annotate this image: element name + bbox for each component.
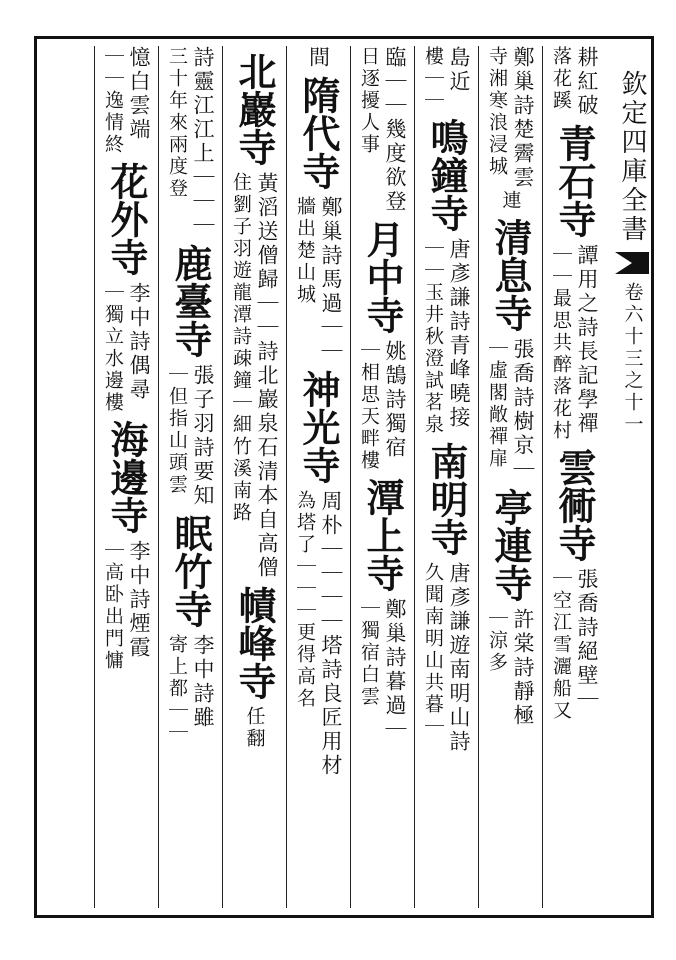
temple-heading: 鹿臺寺	[168, 244, 213, 358]
temple-heading: 清息寺	[488, 218, 533, 332]
annotation-pair	[103, 282, 149, 414]
temple-heading: 亭連寺	[488, 488, 533, 602]
temple-heading: 神光寺	[296, 370, 341, 484]
annotation-text: 憶白雲端	[127, 46, 151, 142]
annotation-text: ｜涼多	[486, 608, 508, 674]
temple-heading: 隋代寺	[296, 76, 341, 190]
text-column	[478, 46, 542, 908]
annotation-text: 臨｜｜幾度欲登	[383, 46, 407, 214]
annotation-text: 樓｜｜	[422, 46, 444, 112]
annotation-text: 鄭巢詩馬過｜｜	[319, 196, 343, 364]
text-column	[286, 46, 350, 908]
annotation-pair	[423, 46, 469, 112]
annotation-pair	[245, 706, 264, 750]
annotation-text: 張喬詩絕壁｜	[575, 568, 599, 712]
temple-heading: 南明寺	[424, 442, 469, 556]
book-title: 欽定四庫全書	[617, 70, 647, 244]
annotation-text: 許棠詩靜極	[511, 608, 535, 728]
temple-heading: 潭上寺	[360, 478, 405, 592]
annotation-text: 黃滔送僧歸｜｜詩北巖泉石清本自高僧	[255, 172, 279, 580]
annotation-text: 連	[499, 190, 522, 212]
annotation-pair	[167, 634, 213, 744]
annotation-text: ｜高卧出門慵	[102, 540, 124, 672]
annotation-text: 姚鵠詩獨宿	[383, 340, 407, 460]
annotation-text: ｜獨立水邊樓	[102, 282, 124, 414]
text-column	[350, 46, 414, 908]
annotation-text: 久聞南明山共暮｜	[422, 562, 444, 738]
annotation-text: 三十年來兩度登	[166, 46, 188, 200]
annotation-text: ｜｜最思共醉落花村	[550, 244, 572, 442]
annotation-pair	[167, 364, 213, 508]
annotation-text: 鄭巢詩楚霽雲	[511, 46, 535, 190]
fishtail-mark	[615, 252, 649, 274]
text-column	[94, 46, 158, 908]
annotation-pair	[359, 340, 405, 472]
annotation-pair	[231, 172, 277, 580]
annotation-text: ｜虛閣敞禪扉	[486, 338, 508, 470]
annotation-text: 寄上都｜｜	[166, 634, 188, 744]
annotation-text: 日逐擾人事	[358, 46, 380, 156]
annotation-pair	[487, 608, 533, 728]
annotation-text: ｜相思天畔樓	[358, 340, 380, 472]
annotation-text: 耕紅破	[575, 46, 599, 118]
annotation-pair	[295, 196, 341, 364]
text-column	[542, 46, 606, 908]
annotation-pair	[359, 598, 405, 742]
annotation-pair	[167, 46, 213, 238]
annotation-text: ｜空江雪灑船又	[550, 568, 572, 722]
annotation-text: 譚用之詩長記學禪	[575, 244, 599, 436]
annotation-text: 牆出楚山城	[294, 196, 316, 306]
annotation-text: 詩靈江江上｜｜｜	[191, 46, 215, 238]
annotation-text: 李中詩煙霞	[127, 540, 151, 660]
annotation-text: 寺湘寒浪浸城	[486, 46, 508, 178]
annotation-text: ｜但指山頭雲	[166, 364, 188, 496]
annotation-pair	[308, 46, 329, 70]
annotation-text: 李中詩雖	[191, 634, 215, 730]
temple-heading: 幘峰寺	[232, 586, 277, 700]
annotation-pair	[423, 238, 469, 436]
annotation-text: 張子羽詩要知	[191, 364, 215, 508]
annotation-text: 落花蹊	[550, 46, 572, 112]
temple-heading: 雲衕寺	[552, 448, 597, 562]
annotation-text: ｜｜逸情終	[102, 46, 124, 156]
annotation-text: 鄭巢詩暮過｜	[383, 598, 407, 742]
annotation-pair	[551, 46, 597, 118]
annotation-pair	[103, 46, 149, 156]
text-column	[414, 46, 478, 908]
annotation-pair	[295, 490, 341, 778]
annotation-pair	[487, 338, 533, 482]
margin-strip	[612, 70, 652, 436]
annotation-text: 為塔了｜｜｜更得高名	[294, 490, 316, 710]
annotation-text: 張喬詩樹京｜	[511, 338, 535, 482]
annotation-text: 島近	[447, 46, 471, 94]
annotation-pair	[487, 46, 533, 190]
temple-heading: 北巖寺	[232, 52, 277, 166]
annotation-pair	[423, 562, 469, 754]
temple-heading: 鳴鐘寺	[424, 118, 469, 232]
annotation-pair	[551, 244, 597, 442]
annotation-text: 周朴｜｜｜｜塔詩良匠用材	[319, 490, 343, 778]
annotation-text: ｜｜玉井秋澄試茗泉	[422, 238, 444, 436]
temple-heading: 海邊寺	[104, 420, 149, 534]
annotation-text: 唐彥謙詩青峰曉接	[447, 238, 471, 430]
annotation-text: 間	[306, 46, 331, 70]
text-column	[158, 46, 222, 908]
temple-heading: 花外寺	[104, 162, 149, 276]
annotation-text: 住劉子羽遊龍潭詩疎鐘｜細竹溪南路	[230, 172, 252, 524]
temple-heading: 月中寺	[360, 220, 405, 334]
annotation-pair	[359, 46, 405, 214]
temple-heading: 青石寺	[552, 124, 597, 238]
annotation-pair	[103, 540, 149, 672]
annotation-pair	[551, 568, 597, 722]
annotation-text: 任翻	[243, 706, 266, 750]
annotation-text: 唐彥謙遊南明山詩	[447, 562, 471, 754]
annotation-text: 李中詩偶尋	[127, 282, 151, 402]
volume-label: 卷六十三之十一	[621, 282, 644, 436]
temple-heading: 眠竹寺	[168, 514, 213, 628]
annotation-text: ｜獨宿白雲	[358, 598, 380, 708]
text-column	[222, 46, 286, 908]
annotation-pair	[501, 190, 520, 212]
